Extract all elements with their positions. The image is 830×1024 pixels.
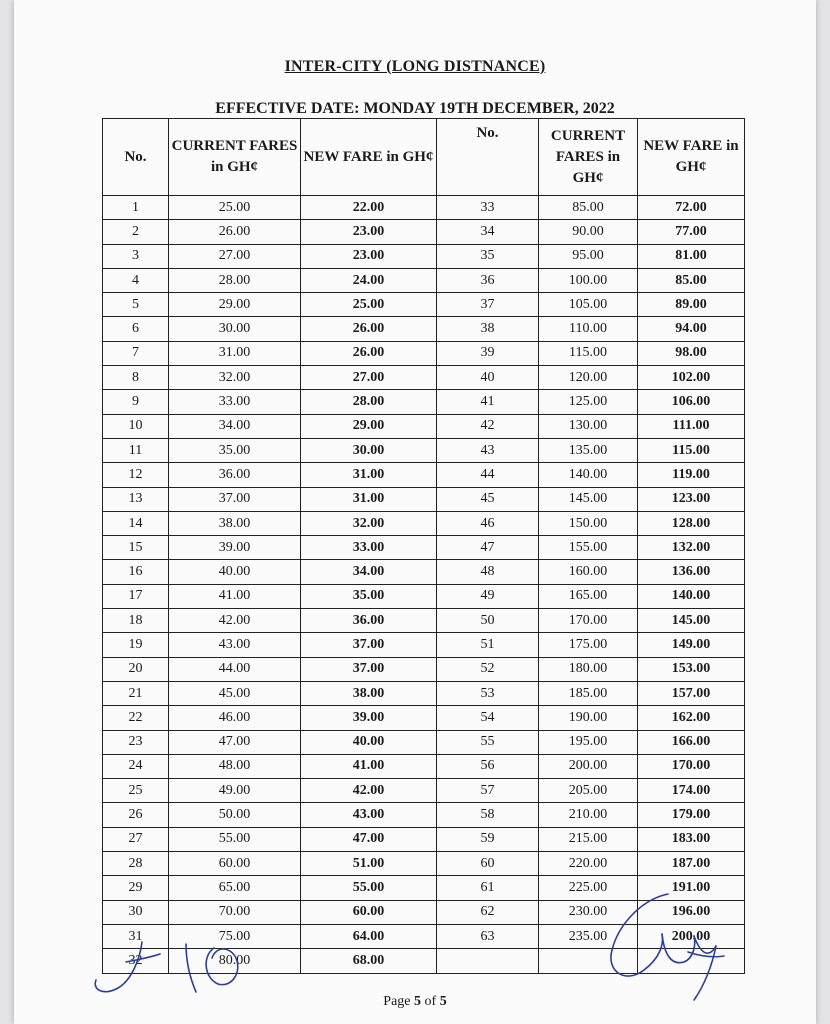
current-fare-left-cell: 39.00 bbox=[169, 536, 301, 560]
table-header-row bbox=[103, 119, 745, 196]
table-row bbox=[103, 706, 745, 730]
table-row bbox=[103, 366, 745, 390]
no-left-cell: 32 bbox=[103, 949, 169, 973]
new-fare-right-cell: 200.00 bbox=[638, 924, 745, 948]
no-right-cell: 35 bbox=[437, 244, 539, 268]
table-row bbox=[103, 803, 745, 827]
no-right-cell bbox=[437, 949, 539, 973]
current-fare-left-cell: 43.00 bbox=[169, 633, 301, 657]
new-fare-right-cell: 77.00 bbox=[638, 220, 745, 244]
current-fare-right-cell: 185.00 bbox=[539, 681, 638, 705]
no-left-cell: 12 bbox=[103, 463, 169, 487]
no-right-cell: 55 bbox=[437, 730, 539, 754]
fare-table-body bbox=[103, 196, 745, 974]
no-right-cell: 51 bbox=[437, 633, 539, 657]
no-right-cell: 43 bbox=[437, 438, 539, 462]
new-fare-right-cell: 136.00 bbox=[638, 560, 745, 584]
no-right-cell: 33 bbox=[437, 196, 539, 220]
new-fare-right-cell: 98.00 bbox=[638, 341, 745, 365]
new-fare-right-cell: 140.00 bbox=[638, 584, 745, 608]
table-row bbox=[103, 609, 745, 633]
table-row bbox=[103, 657, 745, 681]
new-fare-right-cell: 166.00 bbox=[638, 730, 745, 754]
no-left-cell: 9 bbox=[103, 390, 169, 414]
no-right-cell: 59 bbox=[437, 827, 539, 851]
no-right-cell: 61 bbox=[437, 876, 539, 900]
new-fare-left-cell: 27.00 bbox=[301, 366, 437, 390]
new-fare-left-cell: 26.00 bbox=[301, 341, 437, 365]
current-fare-left-cell: 48.00 bbox=[169, 754, 301, 778]
current-fare-right-cell: 225.00 bbox=[539, 876, 638, 900]
new-fare-right-cell: 157.00 bbox=[638, 681, 745, 705]
no-right-cell: 34 bbox=[437, 220, 539, 244]
new-fare-left-cell: 28.00 bbox=[301, 390, 437, 414]
current-fare-left-cell: 30.00 bbox=[169, 317, 301, 341]
current-fare-right-cell: 175.00 bbox=[539, 633, 638, 657]
no-left-cell: 23 bbox=[103, 730, 169, 754]
new-fare-right-cell: 196.00 bbox=[638, 900, 745, 924]
table-row bbox=[103, 511, 745, 535]
no-left-cell: 14 bbox=[103, 511, 169, 535]
current-fare-left-cell: 65.00 bbox=[169, 876, 301, 900]
table-row bbox=[103, 681, 745, 705]
no-left-cell: 25 bbox=[103, 779, 169, 803]
current-fare-right-cell: 230.00 bbox=[539, 900, 638, 924]
no-right-cell: 49 bbox=[437, 584, 539, 608]
current-fare-right-cell: 130.00 bbox=[539, 414, 638, 438]
new-fare-left-cell: 24.00 bbox=[301, 268, 437, 292]
no-right-cell: 45 bbox=[437, 487, 539, 511]
new-fare-right-cell: 170.00 bbox=[638, 754, 745, 778]
new-fare-left-cell: 26.00 bbox=[301, 317, 437, 341]
current-fare-right-cell: 215.00 bbox=[539, 827, 638, 851]
new-fare-left-cell: 47.00 bbox=[301, 827, 437, 851]
no-left-cell: 4 bbox=[103, 268, 169, 292]
new-fare-left-cell: 33.00 bbox=[301, 536, 437, 560]
current-fare-right-cell: 110.00 bbox=[539, 317, 638, 341]
current-fare-left-cell: 60.00 bbox=[169, 852, 301, 876]
current-fare-right-cell: 125.00 bbox=[539, 390, 638, 414]
current-fare-right-cell: 100.00 bbox=[539, 268, 638, 292]
new-fare-right-cell: 187.00 bbox=[638, 852, 745, 876]
new-fare-right-cell: 132.00 bbox=[638, 536, 745, 560]
current-fare-left-cell: 37.00 bbox=[169, 487, 301, 511]
current-fare-right-cell: 155.00 bbox=[539, 536, 638, 560]
no-right-cell: 48 bbox=[437, 560, 539, 584]
new-fare-right-cell bbox=[638, 949, 745, 973]
new-fare-left-cell: 30.00 bbox=[301, 438, 437, 462]
new-fare-right-cell: 111.00 bbox=[638, 414, 745, 438]
header-current-fares-left: CURRENT FARES in GH¢ bbox=[169, 119, 301, 196]
current-fare-left-cell: 80.00 bbox=[169, 949, 301, 973]
no-right-cell: 52 bbox=[437, 657, 539, 681]
current-fare-left-cell: 41.00 bbox=[169, 584, 301, 608]
new-fare-right-cell: 81.00 bbox=[638, 244, 745, 268]
no-left-cell: 5 bbox=[103, 293, 169, 317]
table-row bbox=[103, 220, 745, 244]
no-left-cell: 16 bbox=[103, 560, 169, 584]
current-fare-left-cell: 31.00 bbox=[169, 341, 301, 365]
table-row bbox=[103, 268, 745, 292]
new-fare-left-cell: 40.00 bbox=[301, 730, 437, 754]
fare-table bbox=[102, 118, 745, 974]
new-fare-left-cell: 22.00 bbox=[301, 196, 437, 220]
current-fare-right-cell: 140.00 bbox=[539, 463, 638, 487]
current-fare-right-cell: 135.00 bbox=[539, 438, 638, 462]
current-fare-left-cell: 38.00 bbox=[169, 511, 301, 535]
footer-of: of bbox=[421, 994, 440, 1009]
table-row bbox=[103, 390, 745, 414]
current-fare-left-cell: 25.00 bbox=[169, 196, 301, 220]
no-right-cell: 62 bbox=[437, 900, 539, 924]
current-fare-left-cell: 27.00 bbox=[169, 244, 301, 268]
new-fare-right-cell: 102.00 bbox=[638, 366, 745, 390]
table-row bbox=[103, 293, 745, 317]
current-fare-right-cell bbox=[539, 949, 638, 973]
no-left-cell: 28 bbox=[103, 852, 169, 876]
no-left-cell: 15 bbox=[103, 536, 169, 560]
no-left-cell: 18 bbox=[103, 609, 169, 633]
no-right-cell: 47 bbox=[437, 536, 539, 560]
footer-page-number: 5 bbox=[414, 994, 422, 1009]
no-left-cell: 13 bbox=[103, 487, 169, 511]
new-fare-left-cell: 32.00 bbox=[301, 511, 437, 535]
new-fare-left-cell: 60.00 bbox=[301, 900, 437, 924]
table-row bbox=[103, 827, 745, 851]
new-fare-left-cell: 55.00 bbox=[301, 876, 437, 900]
new-fare-left-cell: 35.00 bbox=[301, 584, 437, 608]
table-row bbox=[103, 754, 745, 778]
current-fare-left-cell: 47.00 bbox=[169, 730, 301, 754]
page-footer bbox=[0, 994, 830, 1010]
new-fare-right-cell: 106.00 bbox=[638, 390, 745, 414]
no-left-cell: 19 bbox=[103, 633, 169, 657]
no-left-cell: 3 bbox=[103, 244, 169, 268]
table-row bbox=[103, 949, 745, 973]
new-fare-right-cell: 179.00 bbox=[638, 803, 745, 827]
table-row bbox=[103, 487, 745, 511]
new-fare-right-cell: 174.00 bbox=[638, 779, 745, 803]
current-fare-right-cell: 160.00 bbox=[539, 560, 638, 584]
current-fare-right-cell: 95.00 bbox=[539, 244, 638, 268]
no-left-cell: 30 bbox=[103, 900, 169, 924]
current-fare-right-cell: 180.00 bbox=[539, 657, 638, 681]
no-right-cell: 40 bbox=[437, 366, 539, 390]
no-right-cell: 50 bbox=[437, 609, 539, 633]
table-row bbox=[103, 730, 745, 754]
current-fare-left-cell: 50.00 bbox=[169, 803, 301, 827]
current-fare-right-cell: 195.00 bbox=[539, 730, 638, 754]
no-left-cell: 10 bbox=[103, 414, 169, 438]
footer-prefix: Page bbox=[383, 994, 415, 1009]
new-fare-left-cell: 37.00 bbox=[301, 657, 437, 681]
table-row bbox=[103, 560, 745, 584]
table-row bbox=[103, 317, 745, 341]
current-fare-left-cell: 44.00 bbox=[169, 657, 301, 681]
table-row bbox=[103, 852, 745, 876]
no-right-cell: 37 bbox=[437, 293, 539, 317]
no-left-cell: 2 bbox=[103, 220, 169, 244]
no-left-cell: 31 bbox=[103, 924, 169, 948]
no-left-cell: 27 bbox=[103, 827, 169, 851]
effective-date: EFFECTIVE DATE: MONDAY 19TH DECEMBER, 2022 bbox=[215, 100, 615, 117]
no-right-cell: 39 bbox=[437, 341, 539, 365]
current-fare-right-cell: 120.00 bbox=[539, 366, 638, 390]
new-fare-left-cell: 68.00 bbox=[301, 949, 437, 973]
no-left-cell: 22 bbox=[103, 706, 169, 730]
no-right-cell: 46 bbox=[437, 511, 539, 535]
table-row bbox=[103, 438, 745, 462]
current-fare-right-cell: 210.00 bbox=[539, 803, 638, 827]
current-fare-right-cell: 90.00 bbox=[539, 220, 638, 244]
current-fare-left-cell: 42.00 bbox=[169, 609, 301, 633]
table-row bbox=[103, 536, 745, 560]
current-fare-left-cell: 34.00 bbox=[169, 414, 301, 438]
new-fare-left-cell: 42.00 bbox=[301, 779, 437, 803]
new-fare-left-cell: 43.00 bbox=[301, 803, 437, 827]
new-fare-right-cell: 183.00 bbox=[638, 827, 745, 851]
new-fare-right-cell: 128.00 bbox=[638, 511, 745, 535]
table-row bbox=[103, 584, 745, 608]
no-right-cell: 58 bbox=[437, 803, 539, 827]
new-fare-left-cell: 38.00 bbox=[301, 681, 437, 705]
current-fare-right-cell: 200.00 bbox=[539, 754, 638, 778]
header-new-fare-right: NEW FARE in GH¢ bbox=[638, 119, 745, 196]
new-fare-left-cell: 41.00 bbox=[301, 754, 437, 778]
new-fare-left-cell: 51.00 bbox=[301, 852, 437, 876]
no-left-cell: 7 bbox=[103, 341, 169, 365]
header-new-fare-left: NEW FARE in GH¢ bbox=[301, 119, 437, 196]
current-fare-left-cell: 75.00 bbox=[169, 924, 301, 948]
new-fare-right-cell: 115.00 bbox=[638, 438, 745, 462]
new-fare-left-cell: 23.00 bbox=[301, 244, 437, 268]
current-fare-left-cell: 29.00 bbox=[169, 293, 301, 317]
no-right-cell: 42 bbox=[437, 414, 539, 438]
current-fare-left-cell: 55.00 bbox=[169, 827, 301, 851]
new-fare-right-cell: 149.00 bbox=[638, 633, 745, 657]
current-fare-left-cell: 70.00 bbox=[169, 900, 301, 924]
current-fare-left-cell: 40.00 bbox=[169, 560, 301, 584]
no-right-cell: 44 bbox=[437, 463, 539, 487]
current-fare-left-cell: 32.00 bbox=[169, 366, 301, 390]
no-left-cell: 11 bbox=[103, 438, 169, 462]
current-fare-right-cell: 115.00 bbox=[539, 341, 638, 365]
no-left-cell: 24 bbox=[103, 754, 169, 778]
new-fare-right-cell: 153.00 bbox=[638, 657, 745, 681]
document-title: INTER-CITY (LONG DISTNANCE) bbox=[284, 58, 546, 75]
no-left-cell: 29 bbox=[103, 876, 169, 900]
current-fare-right-cell: 145.00 bbox=[539, 487, 638, 511]
current-fare-left-cell: 36.00 bbox=[169, 463, 301, 487]
new-fare-right-cell: 89.00 bbox=[638, 293, 745, 317]
current-fare-right-cell: 235.00 bbox=[539, 924, 638, 948]
header-current-fares-right: CURRENT FARES in GH¢ bbox=[539, 119, 638, 196]
no-left-cell: 20 bbox=[103, 657, 169, 681]
no-left-cell: 6 bbox=[103, 317, 169, 341]
no-right-cell: 57 bbox=[437, 779, 539, 803]
current-fare-left-cell: 46.00 bbox=[169, 706, 301, 730]
no-right-cell: 63 bbox=[437, 924, 539, 948]
new-fare-left-cell: 39.00 bbox=[301, 706, 437, 730]
table-row bbox=[103, 463, 745, 487]
no-right-cell: 36 bbox=[437, 268, 539, 292]
no-left-cell: 21 bbox=[103, 681, 169, 705]
current-fare-right-cell: 205.00 bbox=[539, 779, 638, 803]
new-fare-left-cell: 36.00 bbox=[301, 609, 437, 633]
new-fare-right-cell: 119.00 bbox=[638, 463, 745, 487]
no-left-cell: 8 bbox=[103, 366, 169, 390]
current-fare-right-cell: 85.00 bbox=[539, 196, 638, 220]
new-fare-left-cell: 23.00 bbox=[301, 220, 437, 244]
table-row bbox=[103, 196, 745, 220]
new-fare-left-cell: 29.00 bbox=[301, 414, 437, 438]
new-fare-left-cell: 64.00 bbox=[301, 924, 437, 948]
new-fare-right-cell: 94.00 bbox=[638, 317, 745, 341]
header-no-right: No. bbox=[437, 119, 539, 196]
current-fare-right-cell: 220.00 bbox=[539, 852, 638, 876]
no-right-cell: 54 bbox=[437, 706, 539, 730]
current-fare-left-cell: 28.00 bbox=[169, 268, 301, 292]
table-row bbox=[103, 244, 745, 268]
no-left-cell: 17 bbox=[103, 584, 169, 608]
no-right-cell: 53 bbox=[437, 681, 539, 705]
new-fare-right-cell: 145.00 bbox=[638, 609, 745, 633]
footer-page-total: 5 bbox=[439, 994, 447, 1009]
current-fare-right-cell: 150.00 bbox=[539, 511, 638, 535]
new-fare-right-cell: 191.00 bbox=[638, 876, 745, 900]
new-fare-right-cell: 162.00 bbox=[638, 706, 745, 730]
table-row bbox=[103, 414, 745, 438]
new-fare-right-cell: 72.00 bbox=[638, 196, 745, 220]
table-row bbox=[103, 900, 745, 924]
current-fare-left-cell: 35.00 bbox=[169, 438, 301, 462]
current-fare-right-cell: 105.00 bbox=[539, 293, 638, 317]
new-fare-left-cell: 37.00 bbox=[301, 633, 437, 657]
no-left-cell: 1 bbox=[103, 196, 169, 220]
table-row bbox=[103, 633, 745, 657]
new-fare-right-cell: 123.00 bbox=[638, 487, 745, 511]
current-fare-left-cell: 45.00 bbox=[169, 681, 301, 705]
no-right-cell: 56 bbox=[437, 754, 539, 778]
current-fare-right-cell: 165.00 bbox=[539, 584, 638, 608]
table-row bbox=[103, 924, 745, 948]
no-right-cell: 38 bbox=[437, 317, 539, 341]
new-fare-left-cell: 31.00 bbox=[301, 487, 437, 511]
no-right-cell: 60 bbox=[437, 852, 539, 876]
no-left-cell: 26 bbox=[103, 803, 169, 827]
current-fare-left-cell: 33.00 bbox=[169, 390, 301, 414]
table-row bbox=[103, 341, 745, 365]
current-fare-left-cell: 26.00 bbox=[169, 220, 301, 244]
new-fare-right-cell: 85.00 bbox=[638, 268, 745, 292]
current-fare-left-cell: 49.00 bbox=[169, 779, 301, 803]
table-row bbox=[103, 876, 745, 900]
new-fare-left-cell: 34.00 bbox=[301, 560, 437, 584]
current-fare-right-cell: 170.00 bbox=[539, 609, 638, 633]
new-fare-left-cell: 25.00 bbox=[301, 293, 437, 317]
header-no-left: No. bbox=[103, 119, 169, 196]
no-right-cell: 41 bbox=[437, 390, 539, 414]
current-fare-right-cell: 190.00 bbox=[539, 706, 638, 730]
table-row bbox=[103, 779, 745, 803]
new-fare-left-cell: 31.00 bbox=[301, 463, 437, 487]
